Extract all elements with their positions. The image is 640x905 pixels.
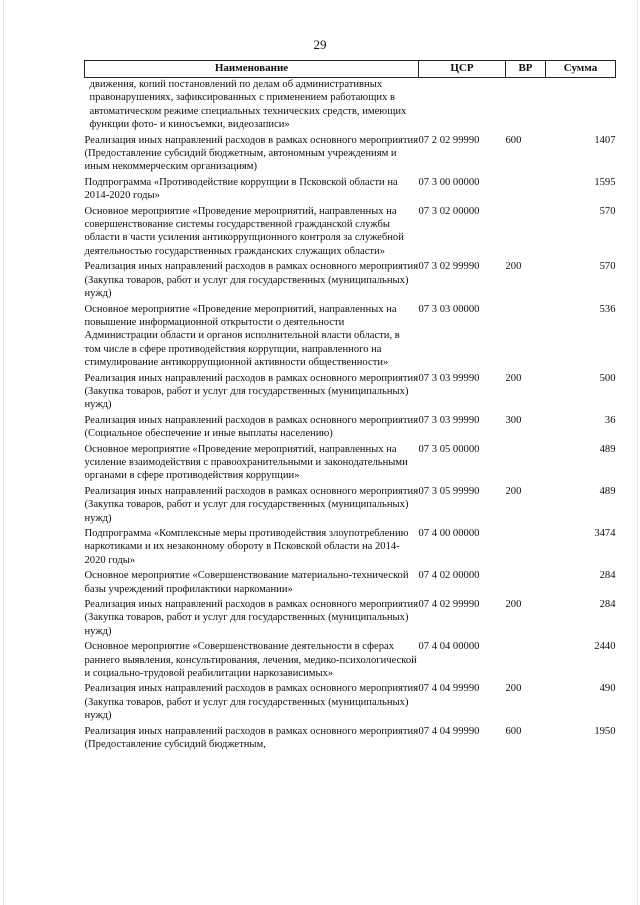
row-name: Реализация иных направлений расходов в рамках основного мероприятия (Социальное обеспечение и иные выплаты населению) bbox=[84, 414, 419, 440]
row-name: Основное мероприятие «Совершенствование деятельности в сферах раннего выявления, консультирования, лечения, медико-психологической и социально-трудовой реабилитации наркозависимых» bbox=[84, 641, 417, 680]
row-vr: 200 bbox=[505, 683, 522, 695]
scan-edge-right bbox=[637, 0, 638, 905]
row-name: Реализация иных направлений расходов в рамках основного мероприятия (Предоставление субсидий бюджетным, автономным учреждениям и иным некоммерческим организациям) bbox=[84, 134, 419, 173]
row-sum: 3474 bbox=[594, 528, 616, 539]
table-row bbox=[85, 372, 616, 414]
row-vr: 600 bbox=[505, 725, 522, 737]
row-csr: 07 3 00 00000 bbox=[418, 176, 480, 188]
header-sum: Сумма bbox=[546, 61, 616, 78]
table-row bbox=[85, 303, 616, 372]
row-csr: 07 4 04 99990 bbox=[418, 683, 480, 695]
table-body bbox=[85, 78, 616, 754]
table-row bbox=[85, 485, 616, 527]
row-csr: 07 3 03 99990 bbox=[418, 414, 480, 426]
row-csr: 07 3 02 00000 bbox=[418, 205, 480, 217]
row-name: Реализация иных направлений расходов в рамках основного мероприятия (Предоставление субсидий бюджетным, bbox=[84, 725, 419, 751]
row-vr: 200 bbox=[505, 372, 522, 384]
row-csr: 07 2 02 99990 bbox=[418, 134, 480, 146]
row-csr: 07 4 04 00000 bbox=[418, 641, 480, 653]
table-row bbox=[85, 78, 616, 134]
row-vr: 600 bbox=[505, 134, 522, 146]
row-sum: 489 bbox=[599, 485, 616, 497]
row-vr: 200 bbox=[505, 599, 522, 611]
row-vr bbox=[506, 527, 546, 569]
table-row bbox=[85, 527, 616, 569]
table-row bbox=[85, 598, 616, 640]
row-vr: 300 bbox=[505, 414, 522, 426]
table-row bbox=[85, 725, 616, 754]
row-name: Реализация иных направлений расходов в рамках основного мероприятия (Закупка товаров, работ и услуг для государственных (муниципальных) нужд) bbox=[84, 683, 419, 722]
table-row bbox=[85, 260, 616, 302]
table-row bbox=[85, 640, 616, 682]
table-header bbox=[85, 61, 616, 78]
row-vr bbox=[506, 443, 546, 485]
row-vr: 200 bbox=[505, 485, 522, 497]
row-csr: 07 3 03 99990 bbox=[418, 372, 480, 384]
row-csr: 07 3 05 99990 bbox=[418, 485, 480, 497]
row-vr bbox=[506, 569, 546, 598]
row-csr: 07 3 05 00000 bbox=[418, 443, 480, 455]
header-row bbox=[85, 61, 616, 78]
table-row bbox=[85, 443, 616, 485]
row-vr bbox=[506, 78, 546, 134]
row-vr bbox=[506, 303, 546, 372]
row-vr bbox=[506, 176, 546, 205]
row-vr bbox=[506, 205, 546, 261]
row-vr bbox=[506, 640, 546, 682]
table-row bbox=[85, 205, 616, 261]
row-name: Подпрограмма «Противодействие коррупции в Псковской области на 2014-2020 годы» bbox=[84, 176, 398, 202]
header-vr: ВР bbox=[506, 61, 546, 78]
row-sum: 284 bbox=[599, 599, 616, 611]
table-row bbox=[85, 682, 616, 724]
row-name: Подпрограмма «Комплексные меры противодействия злоупотреблению наркотиками и их незаконному обороту в Псковской области на 2014-2020 годы» bbox=[84, 528, 409, 566]
row-name: Реализация иных направлений расходов в рамках основного мероприятия (Закупка товаров, работ и услуг для государственных (муниципальных) нужд) bbox=[84, 599, 419, 637]
scan-edge-left bbox=[3, 0, 4, 905]
row-csr: 07 4 04 99990 bbox=[418, 725, 480, 737]
row-sum bbox=[546, 78, 616, 134]
budget-table bbox=[84, 60, 616, 754]
row-sum: 1950 bbox=[594, 725, 616, 737]
row-vr: 200 bbox=[505, 261, 522, 273]
row-sum: 1407 bbox=[594, 134, 616, 146]
row-sum: 570 bbox=[599, 205, 616, 217]
row-sum: 2440 bbox=[594, 641, 616, 653]
row-sum: 1595 bbox=[594, 176, 616, 188]
row-csr bbox=[419, 78, 506, 134]
table-row bbox=[85, 176, 616, 205]
row-name: Основное мероприятие «Проведение мероприятий, направленных на совершенствование системы государственной гражданской службы области в части усиления антикоррупционного контроля за служебной деятельностью государственных гражданских служащих области» bbox=[84, 205, 404, 257]
row-sum: 500 bbox=[599, 372, 616, 384]
row-csr: 07 3 02 99990 bbox=[418, 261, 480, 273]
row-csr: 07 4 02 00000 bbox=[418, 570, 480, 582]
row-name: Реализация иных направлений расходов в рамках основного мероприятия (Закупка товаров, работ и услуг для государственных (муниципальных) нужд) bbox=[84, 485, 419, 524]
row-sum: 284 bbox=[599, 570, 616, 582]
row-sum: 36 bbox=[604, 414, 616, 426]
row-sum: 489 bbox=[599, 443, 616, 455]
row-csr: 07 4 00 00000 bbox=[418, 528, 480, 539]
row-name: Основное мероприятие «Проведение мероприятий, направленных на повышение информационной открытости о деятельности Администрации области и органов исполнительной власти области, в том числе в сфере противодействия коррупции, направленного на стимулирование антикоррупционной активности общественности» bbox=[84, 303, 400, 369]
header-name: Наименование bbox=[85, 61, 419, 78]
row-sum: 570 bbox=[599, 261, 616, 273]
row-sum: 490 bbox=[599, 683, 616, 695]
table-row bbox=[85, 569, 616, 598]
header-csr: ЦСР bbox=[419, 61, 506, 78]
row-name: Основное мероприятие «Совершенствование материально-технической базы учреждений профилактики наркомании» bbox=[84, 570, 409, 595]
page-number: 29 bbox=[313, 37, 327, 52]
row-sum: 536 bbox=[599, 303, 616, 315]
row-name: движения, копий постановлений по делам об административных правонарушениях, зафиксированных с применением работающих в автоматическом режиме специальных технических средств, имеющих функции фото- и киносъемки, видеозаписи» bbox=[89, 79, 407, 131]
table-row bbox=[85, 414, 616, 443]
row-name: Основное мероприятие «Проведение мероприятий, направленных на усиление взаимодействия с правоохранительными и законодательными органами в сфере противодействия коррупции» bbox=[84, 443, 408, 482]
row-csr: 07 3 03 00000 bbox=[418, 303, 480, 315]
row-name: Реализация иных направлений расходов в рамках основного мероприятия (Закупка товаров, работ и услуг для государственных (муниципальных) нужд) bbox=[84, 261, 419, 300]
table-row bbox=[85, 134, 616, 176]
row-csr: 07 4 02 99990 bbox=[418, 599, 480, 611]
row-name: Реализация иных направлений расходов в рамках основного мероприятия (Закупка товаров, работ и услуг для государственных (муниципальных) нужд) bbox=[84, 372, 419, 411]
